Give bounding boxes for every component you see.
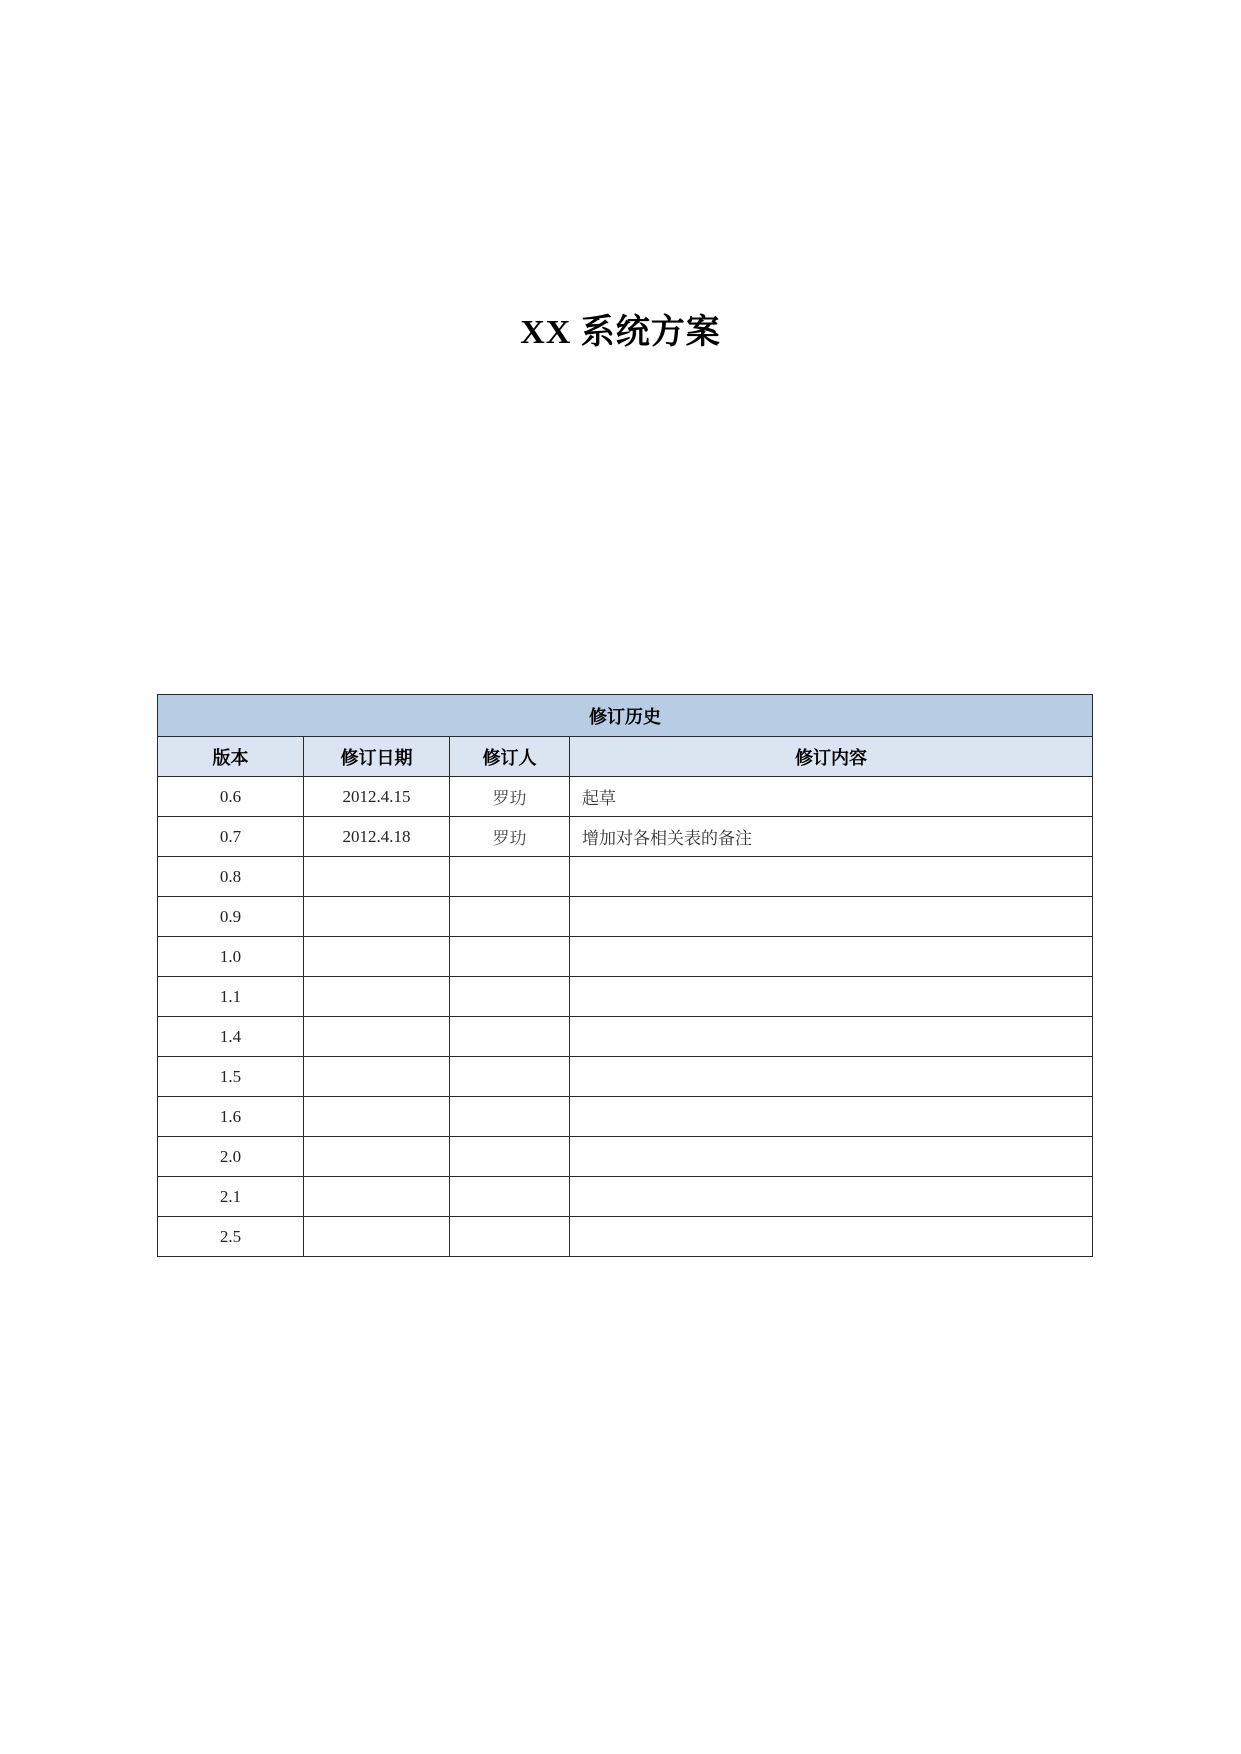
version-cell: 1.5	[158, 1057, 304, 1097]
column-header-reviser: 修订人	[450, 737, 570, 777]
reviser-cell	[450, 937, 570, 977]
column-header-date: 修订日期	[304, 737, 450, 777]
date-cell	[304, 937, 450, 977]
content-cell	[570, 937, 1093, 977]
version-cell: 0.7	[158, 817, 304, 857]
version-cell: 2.0	[158, 1137, 304, 1177]
date-cell: 2012.4.18	[304, 817, 450, 857]
date-cell	[304, 977, 450, 1017]
version-cell: 2.1	[158, 1177, 304, 1217]
reviser-cell	[450, 1097, 570, 1137]
date-cell	[304, 897, 450, 937]
table-row	[158, 1097, 1093, 1137]
content-cell	[570, 977, 1093, 1017]
content-cell	[570, 1017, 1093, 1057]
date-cell	[304, 1057, 450, 1097]
reviser-cell	[450, 1017, 570, 1057]
version-cell: 2.5	[158, 1217, 304, 1257]
content-cell: 增加对各相关表的备注	[570, 817, 1093, 857]
content-cell	[570, 897, 1093, 937]
date-cell	[304, 857, 450, 897]
version-cell: 0.6	[158, 777, 304, 817]
table-caption-row	[158, 695, 1093, 737]
table-row	[158, 1137, 1093, 1177]
table-row	[158, 817, 1093, 857]
table-row	[158, 777, 1093, 817]
reviser-cell	[450, 1217, 570, 1257]
table-row	[158, 1177, 1093, 1217]
reviser-cell: 罗玏	[450, 777, 570, 817]
table-row	[158, 1017, 1093, 1057]
document-title: XX 系统方案	[520, 314, 721, 351]
date-cell	[304, 1017, 450, 1057]
reviser-cell: 罗玏	[450, 817, 570, 857]
version-cell: 1.4	[158, 1017, 304, 1057]
content-cell	[570, 1177, 1093, 1217]
column-header-version: 版本	[158, 737, 304, 777]
table-caption: 修订历史	[158, 695, 1093, 737]
table-header-row	[158, 737, 1093, 777]
date-cell	[304, 1137, 450, 1177]
reviser-cell	[450, 1137, 570, 1177]
table-row	[158, 1217, 1093, 1257]
version-cell: 1.0	[158, 937, 304, 977]
content-cell	[570, 1137, 1093, 1177]
version-cell: 0.9	[158, 897, 304, 937]
content-cell: 起草	[570, 777, 1093, 817]
table-row	[158, 897, 1093, 937]
column-header-content: 修订内容	[570, 737, 1093, 777]
version-cell: 1.1	[158, 977, 304, 1017]
table-row	[158, 857, 1093, 897]
date-cell	[304, 1177, 450, 1217]
reviser-cell	[450, 977, 570, 1017]
reviser-cell	[450, 1177, 570, 1217]
reviser-cell	[450, 857, 570, 897]
revision-history-table	[157, 694, 1093, 1257]
reviser-cell	[450, 897, 570, 937]
version-cell: 0.8	[158, 857, 304, 897]
content-cell	[570, 1097, 1093, 1137]
date-cell	[304, 1097, 450, 1137]
reviser-cell	[450, 1057, 570, 1097]
content-cell	[570, 857, 1093, 897]
table-row	[158, 977, 1093, 1017]
content-cell	[570, 1217, 1093, 1257]
date-cell: 2012.4.15	[304, 777, 450, 817]
content-cell	[570, 1057, 1093, 1097]
table-row	[158, 937, 1093, 977]
version-cell: 1.6	[158, 1097, 304, 1137]
date-cell	[304, 1217, 450, 1257]
table-row	[158, 1057, 1093, 1097]
